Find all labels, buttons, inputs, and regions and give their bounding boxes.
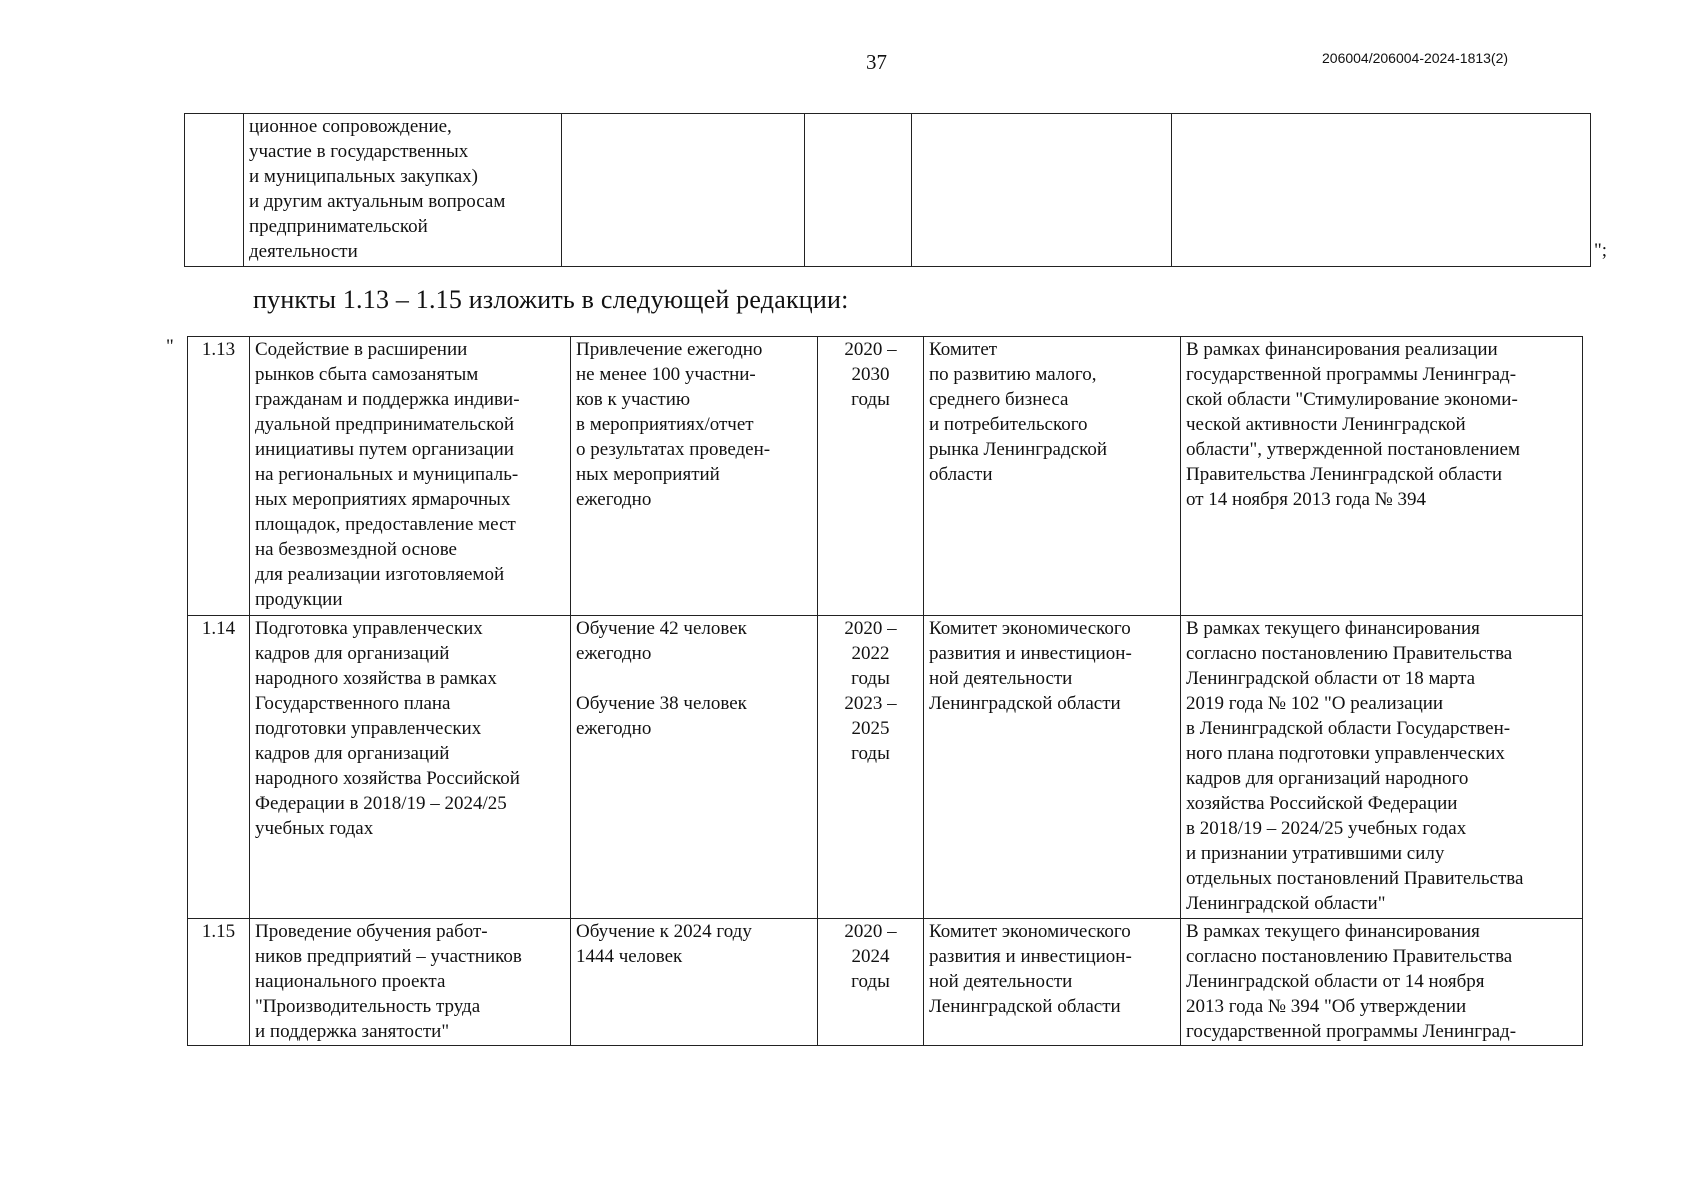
table-row xyxy=(188,616,1583,919)
term-cell: 2020 – 2030 годы xyxy=(818,337,924,616)
event-name-cell: ционное сопровождение, участие в государственных и муниципальных закупках) и другим актуальным вопросам предпринимательской деятельности xyxy=(244,114,562,267)
result-cell: Привлечение ежегодно не менее 100 участни- ков к участию в мероприятиях/отчет о результатах проведен- ных мероприятий ежегодно xyxy=(571,337,818,616)
page-number: 37 xyxy=(866,50,887,74)
table-row xyxy=(188,919,1583,1046)
term-cell: 2020 – 2024 годы xyxy=(818,919,924,1046)
row-number-cell: 1.14 xyxy=(188,616,250,919)
amendment-instruction: пункты 1.13 – 1.15 изложить в следующей редакции: xyxy=(253,285,849,314)
event-name-cell: Проведение обучения работ- ников предприятий – участников национального проекта "Производительность труда и поддержка занятости" xyxy=(250,919,571,1046)
result-cell xyxy=(562,114,805,267)
opening-quote-mark: " xyxy=(166,336,174,357)
executor-cell: Комитет по развитию малого, среднего бизнеса и потребительского рынка Ленинградской области xyxy=(924,337,1181,616)
table-row xyxy=(185,114,1591,267)
executor-cell: Комитет экономического развития и инвестицион- ной деятельности Ленинградской области xyxy=(924,616,1181,919)
result-cell: Обучение 42 человек ежегодно Обучение 38 человек ежегодно xyxy=(571,616,818,919)
executor-cell xyxy=(912,114,1172,267)
term-cell xyxy=(805,114,912,267)
funding-cell: В рамках финансирования реализации государственной программы Ленинград- ской области "Стимулирование экономи- ческой активности Ленинградской области", утвержденной постановлением Правительства Ленинградской области от 14 ноября 2013 года № 394 xyxy=(1181,337,1583,616)
event-name-cell: Подготовка управленческих кадров для организаций народного хозяйства в рамках Государственного плана подготовки управленческих кадров для организаций народного хозяйства Российской Федерации в 2018/19 – 2024/25 учебных годах xyxy=(250,616,571,919)
funding-cell xyxy=(1172,114,1591,267)
table-row xyxy=(188,337,1583,616)
event-name-cell: Содействие в расширении рынков сбыта самозанятым гражданам и поддержка индиви- дуальной предпринимательской инициативы путем организации на региональных и муниципаль- ных мероприятиях ярмарочных площадок, предоставление мест на безвозмездной основе для реализации изготовляемой продукции xyxy=(250,337,571,616)
document-id: 206004/206004-2024-1813(2) xyxy=(1322,50,1509,66)
funding-cell: В рамках текущего финансирования согласно постановлению Правительства Ленинградской области от 18 марта 2019 года № 102 "О реализации в Ленинградской области Государствен- ного плана подготовки управленческих кадров для организаций народного хозяйства Российской Федерации в 2018/19 – 2024/25 учебных годах и признании утратившими силу отдельных постановлений Правительства Ленинградской области" xyxy=(1181,616,1583,919)
closing-quote-mark: "; xyxy=(1594,240,1608,261)
term-cell: 2020 – 2022 годы 2023 – 2025 годы xyxy=(818,616,924,919)
executor-cell: Комитет экономического развития и инвестицион- ной деятельности Ленинградской области xyxy=(924,919,1181,1046)
result-cell: Обучение к 2024 году 1444 человек xyxy=(571,919,818,1046)
funding-cell: В рамках текущего финансирования согласно постановлению Правительства Ленинградской области от 14 ноября 2013 года № 394 "Об утверждении государственной программы Ленинград- xyxy=(1181,919,1583,1046)
row-number-cell xyxy=(185,114,244,267)
row-number-cell: 1.15 xyxy=(188,919,250,1046)
continuation-table xyxy=(184,113,1591,267)
row-number-cell: 1.13 xyxy=(188,337,250,616)
measures-table xyxy=(187,336,1583,1046)
